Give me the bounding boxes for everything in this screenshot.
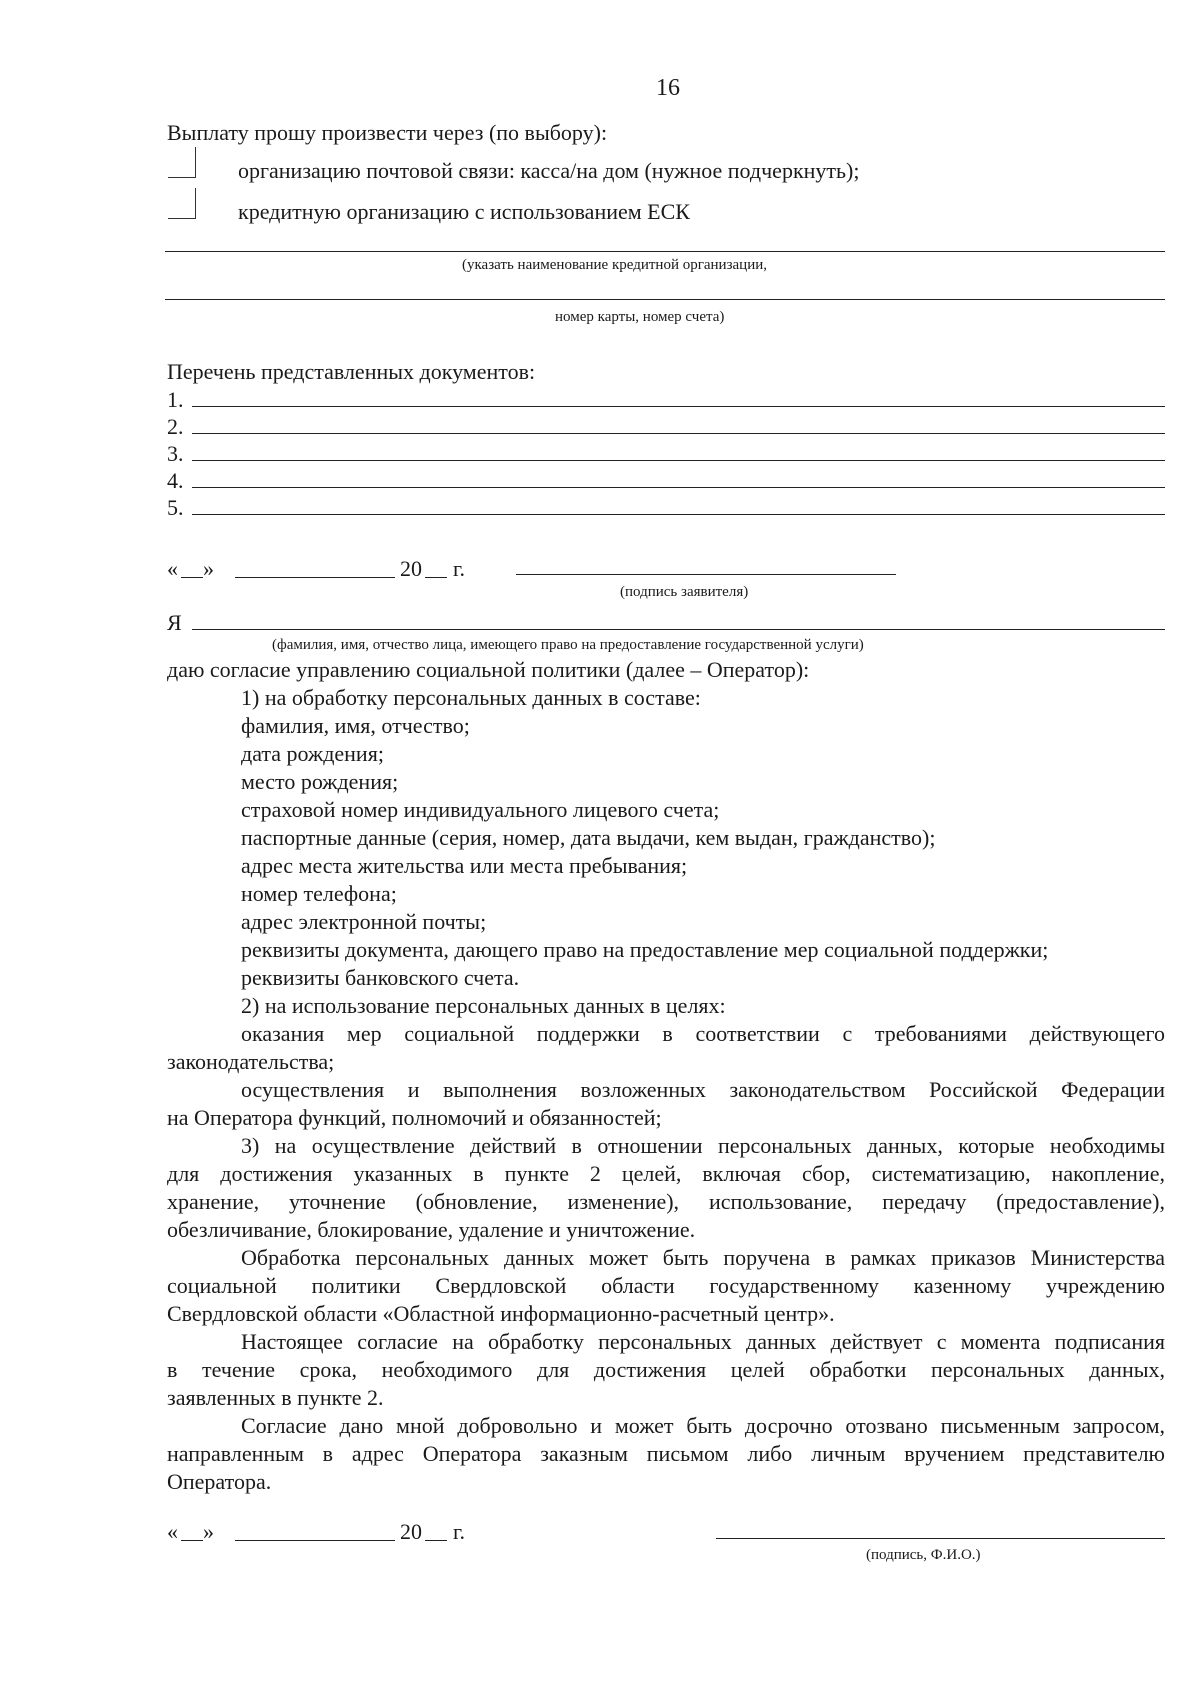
consent-item-1: 1) на обработку персональных данных в составе: [241, 685, 701, 710]
paragraph-line: обезличивание, блокирование, удаление и уничтожение. [167, 1217, 696, 1242]
pd-list-item: реквизиты банковского счета. [241, 965, 520, 990]
year-suffix: г. [453, 556, 466, 581]
option-bank-label: кредитную организацию с использованием ЕСК [238, 199, 690, 224]
date-close-quote: » [203, 1519, 214, 1544]
account-caption: номер карты, номер счета) [555, 309, 725, 325]
year-prefix: 20 [400, 1519, 422, 1544]
day-line[interactable] [181, 1540, 203, 1541]
year-line[interactable] [425, 1540, 447, 1541]
paragraph-line: 3) на осуществление действий в отношении персональных данных, которые необходимы [241, 1133, 1165, 1158]
paragraph-line: осуществления и выполнения возложенных законодательством Российской Федерации [241, 1077, 1165, 1102]
paragraph-line: в течение срока, необходимого для достижения целей обработки персональных данных, [167, 1357, 1165, 1382]
date-open-quote: « [167, 1519, 178, 1544]
paragraph-line: Обработка персональных данных может быть поручена в рамках приказов Министерства [241, 1245, 1165, 1270]
paragraph-line: Свердловской области «Областной информационно-расчетный центр». [167, 1301, 835, 1326]
pd-list-item: фамилия, имя, отчество; [241, 713, 470, 738]
paragraph-line: социальной политики Свердловской области государственному казенному учреждению [167, 1273, 1165, 1298]
checkbox-post[interactable] [168, 147, 196, 178]
paragraph-line: на Оператора функций, полномочий и обязанностей; [167, 1105, 662, 1130]
account-line[interactable] [165, 299, 1165, 300]
signature-fio-line[interactable] [716, 1538, 1165, 1539]
signature-fio-caption: (подпись, Ф.И.О.) [866, 1547, 981, 1563]
paragraph-line: Настоящее согласие на обработку персональных данных действует с момента подписания [241, 1329, 1165, 1354]
paragraph-line: Согласие дано мной добровольно и может быть досрочно отозвано письменным запросом, [241, 1413, 1165, 1438]
doc-item-line[interactable] [192, 406, 1165, 407]
bank-name-caption: (указать наименование кредитной организации, [462, 257, 767, 273]
month-line[interactable] [235, 577, 395, 578]
date-open-quote: « [167, 556, 178, 581]
payment-title: Выплату прошу произвести через (по выбору): [167, 120, 608, 145]
consent-intro: даю согласие управлению социальной политики (далее – Оператор): [167, 657, 810, 682]
doc-item-number: 1. [167, 387, 184, 412]
signature-caption: (подпись заявителя) [620, 584, 749, 600]
doc-item-line[interactable] [192, 460, 1165, 461]
day-line[interactable] [181, 577, 203, 578]
checkbox-bank[interactable] [168, 188, 196, 219]
doc-item-line[interactable] [192, 487, 1165, 488]
pd-list-item: место рождения; [241, 769, 399, 794]
month-line[interactable] [235, 1540, 395, 1541]
doc-item-number: 4. [167, 468, 184, 493]
pd-list-item: реквизиты документа, дающего право на предоставление мер социальной поддержки; [241, 937, 1049, 962]
bank-name-line[interactable] [165, 251, 1165, 252]
paragraph-line: хранение, уточнение (обновление, изменение), использование, передачу (предоставление), [167, 1189, 1165, 1214]
paragraph-line: оказания мер социальной поддержки в соответствии с требованиями действующего [241, 1021, 1165, 1046]
fio-line[interactable] [192, 629, 1165, 630]
paragraph-line: для достижения указанных в пункте 2 целей, включая сбор, систематизацию, накопление, [167, 1161, 1165, 1186]
pd-list-item: номер телефона; [241, 881, 397, 906]
year-line[interactable] [425, 577, 447, 578]
year-suffix: г. [453, 1519, 466, 1544]
pd-list-item: адрес места жительства или места пребывания; [241, 853, 688, 878]
doc-item-line[interactable] [192, 514, 1165, 515]
pd-list-item: страховой номер индивидуального лицевого счета; [241, 797, 720, 822]
page-number: 16 [656, 75, 680, 101]
fio-caption: (фамилия, имя, отчество лица, имеющего право на предоставление государственной услуги) [272, 637, 864, 653]
pd-list-item: адрес электронной почты; [241, 909, 487, 934]
year-prefix: 20 [400, 556, 422, 581]
paragraph-line: законодательства; [167, 1049, 335, 1074]
option-post-label: организацию почтовой связи: касса/на дом (нужное подчеркнуть); [238, 158, 860, 183]
consent-item-2: 2) на использование персональных данных в целях: [241, 993, 726, 1018]
pd-list-item: паспортные данные (серия, номер, дата выдачи, кем выдан, гражданство); [241, 825, 936, 850]
doc-item-number: 5. [167, 495, 184, 520]
paragraph-line: заявленных в пункте 2. [167, 1385, 384, 1410]
consent-i: Я [167, 610, 182, 635]
paragraph-line: направленным в адрес Оператора заказным письмом либо личным вручением представителю [167, 1441, 1165, 1466]
pd-list-item: дата рождения; [241, 741, 384, 766]
date-close-quote: » [203, 556, 214, 581]
doc-item-line[interactable] [192, 433, 1165, 434]
doc-item-number: 2. [167, 414, 184, 439]
doc-item-number: 3. [167, 441, 184, 466]
documents-title: Перечень представленных документов: [167, 359, 536, 384]
signature-line[interactable] [516, 574, 896, 575]
paragraph-line: Оператора. [167, 1469, 272, 1494]
